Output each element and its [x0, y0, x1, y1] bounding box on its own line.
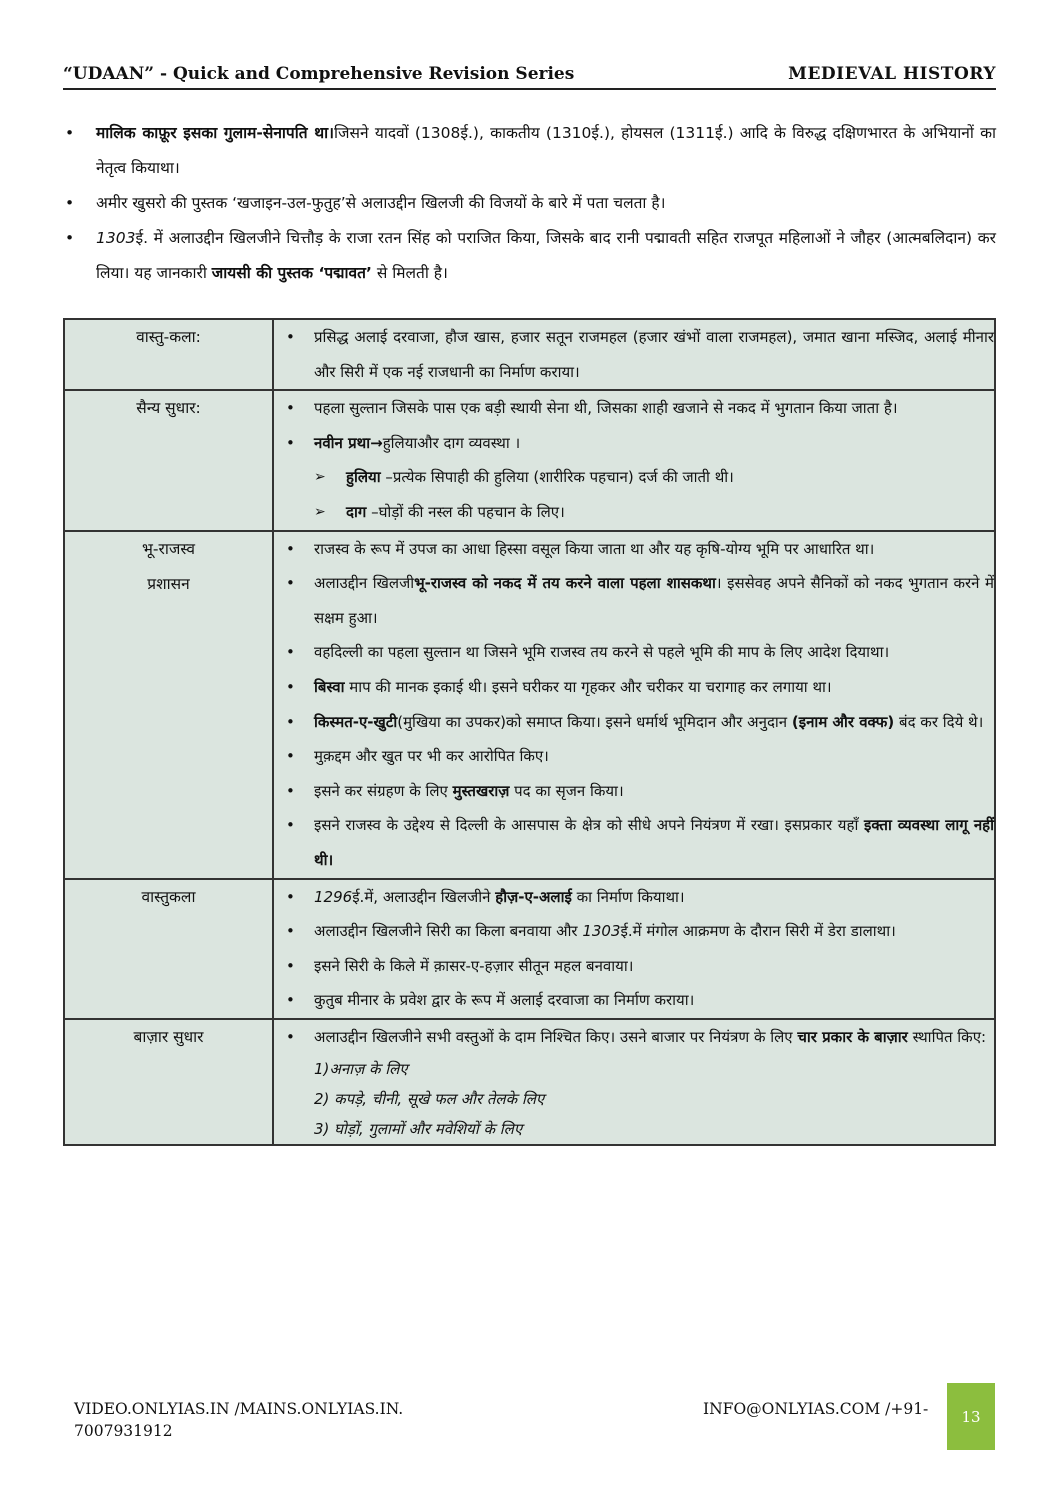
intro-bullets [63, 116, 996, 291]
list-item: • अलाउद्दीन खिलजीने सिरी का किला बनवाया और 1303ई.में मंगोल आक्रमण के दौरान सिरी में डेरा डालाथा। [274, 914, 994, 949]
subject-title: MEDIEVAL HISTORY [788, 64, 996, 84]
list-item: • प्रसिद्ध अलाई दरवाजा, हौज खास, हजार सतून राजमहल (हजार खंभों वाला राजमहल), जमात खाना मस्जिद, अलाई मीनार और सिरी में एक नई राजधानी का निर्माण कराया। [274, 320, 994, 389]
table-row [64, 319, 995, 390]
page-header [63, 64, 996, 90]
list-item: • पहला सुल्तान जिसके पास एक बड़ी स्थायी सेना थी, जिसका शाही खजाने से नकद में भुगतान किया जाता है। [274, 391, 994, 426]
sub-list-item: ➢ हुलिया –प्रत्येक सिपाही की हुलिया (शारीरिक पहचान) दर्ज की जाती थी। [274, 460, 994, 495]
table-row [64, 879, 995, 1019]
row-content [273, 531, 995, 879]
row-label: भू-राजस्व प्रशासन [64, 531, 273, 879]
row-content [273, 319, 995, 390]
list-item: • कुतुब मीनार के प्रवेश द्वार के रूप में अलाई दरवाजा का निर्माण कराया। [274, 983, 994, 1018]
list-item: • इसने सिरी के किले में क़ासर-ए-हज़ार सीतून महल बनवाया। [274, 949, 994, 984]
list-item: • इसने कर संग्रहण के लिए मुस्तखराज़ पद का सृजन किया। [274, 774, 994, 809]
list-item: • इसने राजस्व के उद्देश्य से दिल्ली के आसपास के क्षेत्र को सीधे अपने नियंत्रण में रखा। इसप्रकार यहाँ इक्ता व्यवस्था लागू नहीं थी। [274, 808, 994, 877]
sub-list-item: ➢ दाग –घोड़ों की नस्ल की पहचान के लिए। [274, 495, 994, 530]
footer-contact: INFO@ONLYIAS.COM /+91- [703, 1400, 929, 1418]
page-number: 13 [947, 1383, 995, 1450]
list-item: 3) घोड़ों, गुलामों और मवेशियों के लिए [314, 1120, 523, 1139]
row-label: वास्तु-कला: [64, 319, 273, 390]
table-row [64, 390, 995, 530]
row-label: सैन्य सुधार: [64, 390, 273, 530]
reform-table [63, 318, 996, 1146]
row-content [273, 1019, 995, 1146]
list-item: • राजस्व के रूप में उपज का आधा हिस्सा वसूल किया जाता था और यह कृषि-योग्य भूमि पर आधारित था। [274, 532, 994, 567]
list-item: • अलाउद्दीन खिलजीभू-राजस्व को नकद में तय करने वाला पहला शासकथा। इससेवह अपने सैनिकों को नकद भुगतान करने में सक्षम हुआ। [274, 566, 994, 635]
list-item: 2) कपड़े, चीनी, सूखे फल और तेलके लिए [314, 1090, 545, 1109]
row-label: बाज़ार सुधार [64, 1019, 273, 1146]
list-item: • किस्मत-ए-खुटी(मुखिया का उपकर)को समाप्त किया। इसने धर्मार्थ भूमिदान और अनुदान (इनाम और वक्फ) बंद कर दिये थे। [274, 705, 994, 740]
list-item: • अलाउद्दीन खिलजीने सभी वस्तुओं के दाम निश्चित किए। उसने बाजार पर नियंत्रण के लिए चार प्रकार के बाज़ार स्थापित किए: [274, 1020, 994, 1055]
list-item: • 1296ई.में, अलाउद्दीन खिलजीने हौज़-ए-अलाई का निर्माण कियाथा। [274, 880, 994, 915]
table-row [64, 531, 995, 879]
list-item: • वहदिल्ली का पहला सुल्तान था जिसने भूमि राजस्व तय करने से पहले भूमि की माप के लिए आदेश दियाथा। [274, 635, 994, 670]
row-content [273, 390, 995, 530]
series-title: “UDAAN” - Quick and Comprehensive Revision Series [63, 64, 575, 84]
footer-links: VIDEO.ONLYIAS.IN /MAINS.ONLYIAS.IN. 7007931912 [74, 1400, 404, 1440]
intro-item: • अमीर खुसरो की पुस्तक ‘खजाइन-उल-फुतुह’से अलाउद्दीन खिलजी की विजयों के बारे में पता चलता है। [63, 186, 996, 221]
list-item: 1)अनाज़ के लिए [314, 1060, 408, 1079]
row-content [273, 879, 995, 1019]
list-item: • मुक़द्दम और खुत पर भी कर आरोपित किए। [274, 739, 994, 774]
list-item: • नवीन प्रथा→हुलियाऔर दाग व्यवस्था । [274, 426, 994, 461]
row-label: वास्तुकला [64, 879, 273, 1019]
intro-item: • मालिक काफ़ूर इसका गुलाम-सेनापति था।जिसने यादवों (1308ई.), काकतीय (1310ई.), होयसल (1311ई.) आदि के विरुद्ध दक्षिणभारत के अभियानों का नेतृत्व कियाथा। [63, 116, 996, 186]
list-item: • बिस्वा माप की मानक इकाई थी। इसने घरीकर या गृहकर और चरीकर या चरागाह कर लगाया था। [274, 670, 994, 705]
table-row [64, 1019, 995, 1146]
intro-item: • 1303ई. में अलाउद्दीन खिलजीने चित्तौड़ के राजा रतन सिंह को पराजित किया, जिसके बाद रानी पद्मावती सहित राजपूत महिलाओं ने जौहर (आत्मबलिदान) कर लिया। यह जानकारी जायसी की पुस्तक ‘पद्मावत’ से मिलती है। [63, 221, 996, 291]
